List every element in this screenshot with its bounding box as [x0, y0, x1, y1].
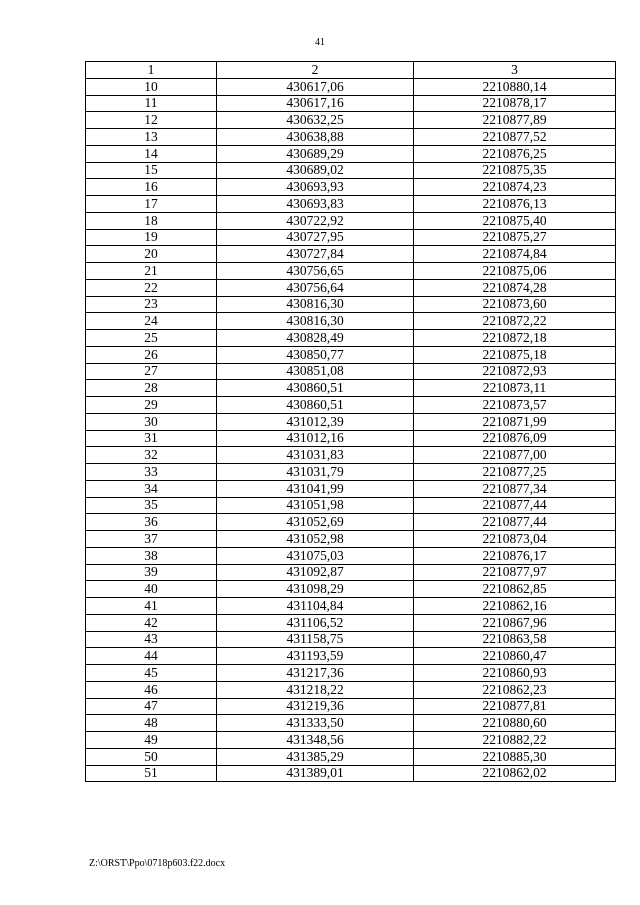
x-coordinate-cell: 431031,79 — [217, 464, 414, 481]
point-number-cell: 15 — [86, 162, 217, 179]
table-row — [86, 648, 616, 665]
y-coordinate-cell: 2210875,40 — [414, 212, 616, 229]
x-coordinate-cell: 431333,50 — [217, 715, 414, 732]
table-row — [86, 78, 616, 95]
table-row — [86, 748, 616, 765]
x-coordinate-cell: 431052,69 — [217, 514, 414, 531]
table-row — [86, 631, 616, 648]
point-number-cell: 37 — [86, 531, 217, 548]
y-coordinate-cell: 2210875,06 — [414, 263, 616, 280]
x-coordinate-cell: 431385,29 — [217, 748, 414, 765]
x-coordinate-cell: 431012,39 — [217, 413, 414, 430]
x-coordinate-cell: 430828,49 — [217, 330, 414, 347]
table-row — [86, 765, 616, 782]
point-number-cell: 46 — [86, 681, 217, 698]
point-number-cell: 13 — [86, 129, 217, 146]
point-number-cell: 29 — [86, 397, 217, 414]
x-coordinate-cell: 431031,83 — [217, 447, 414, 464]
table-header-row — [86, 62, 616, 79]
y-coordinate-cell: 2210871,99 — [414, 413, 616, 430]
x-coordinate-cell: 430689,02 — [217, 162, 414, 179]
point-number-cell: 39 — [86, 564, 217, 581]
table-row — [86, 514, 616, 531]
x-coordinate-cell: 430756,64 — [217, 279, 414, 296]
point-number-cell: 27 — [86, 363, 217, 380]
y-coordinate-cell: 2210877,52 — [414, 129, 616, 146]
y-coordinate-cell: 2210872,93 — [414, 363, 616, 380]
point-number-cell: 36 — [86, 514, 217, 531]
x-coordinate-cell: 431106,52 — [217, 614, 414, 631]
point-number-cell: 20 — [86, 246, 217, 263]
y-coordinate-cell: 2210872,22 — [414, 313, 616, 330]
point-number-cell: 22 — [86, 279, 217, 296]
point-number-cell: 12 — [86, 112, 217, 129]
point-number-cell: 17 — [86, 196, 217, 213]
point-number-cell: 23 — [86, 296, 217, 313]
y-coordinate-cell: 2210880,60 — [414, 715, 616, 732]
y-coordinate-cell: 2210874,28 — [414, 279, 616, 296]
point-number-cell: 31 — [86, 430, 217, 447]
y-coordinate-cell: 2210878,17 — [414, 95, 616, 112]
table-row — [86, 715, 616, 732]
x-coordinate-cell: 431218,22 — [217, 681, 414, 698]
table-row — [86, 665, 616, 682]
x-coordinate-cell: 431052,98 — [217, 531, 414, 548]
point-number-cell: 10 — [86, 78, 217, 95]
table-row — [86, 497, 616, 514]
y-coordinate-cell: 2210875,27 — [414, 229, 616, 246]
point-number-cell: 26 — [86, 346, 217, 363]
x-coordinate-cell: 431041,99 — [217, 480, 414, 497]
y-coordinate-cell: 2210876,09 — [414, 430, 616, 447]
x-coordinate-cell: 430693,83 — [217, 196, 414, 213]
x-coordinate-cell: 430860,51 — [217, 397, 414, 414]
point-number-cell: 50 — [86, 748, 217, 765]
table-row — [86, 681, 616, 698]
x-coordinate-cell: 430816,30 — [217, 296, 414, 313]
x-coordinate-cell: 431098,29 — [217, 581, 414, 598]
x-coordinate-cell: 430693,93 — [217, 179, 414, 196]
y-coordinate-cell: 2210882,22 — [414, 732, 616, 749]
header-cell-y-coordinate: 3 — [414, 62, 616, 79]
point-number-cell: 45 — [86, 665, 217, 682]
point-number-cell: 21 — [86, 263, 217, 280]
y-coordinate-cell: 2210863,58 — [414, 631, 616, 648]
table-row — [86, 430, 616, 447]
y-coordinate-cell: 2210877,81 — [414, 698, 616, 715]
x-coordinate-cell: 430632,25 — [217, 112, 414, 129]
point-number-cell: 11 — [86, 95, 217, 112]
table-row — [86, 313, 616, 330]
y-coordinate-cell: 2210875,18 — [414, 346, 616, 363]
point-number-cell: 33 — [86, 464, 217, 481]
y-coordinate-cell: 2210876,13 — [414, 196, 616, 213]
y-coordinate-cell: 2210877,44 — [414, 514, 616, 531]
y-coordinate-cell: 2210862,23 — [414, 681, 616, 698]
x-coordinate-cell: 430617,16 — [217, 95, 414, 112]
y-coordinate-cell: 2210876,25 — [414, 145, 616, 162]
table-row — [86, 196, 616, 213]
table-row — [86, 179, 616, 196]
table-row — [86, 614, 616, 631]
y-coordinate-cell: 2210877,97 — [414, 564, 616, 581]
y-coordinate-cell: 2210860,47 — [414, 648, 616, 665]
table-row — [86, 598, 616, 615]
y-coordinate-cell: 2210877,25 — [414, 464, 616, 481]
point-number-cell: 32 — [86, 447, 217, 464]
x-coordinate-cell: 431158,75 — [217, 631, 414, 648]
y-coordinate-cell: 2210875,35 — [414, 162, 616, 179]
point-number-cell: 24 — [86, 313, 217, 330]
table-row — [86, 698, 616, 715]
point-number-cell: 43 — [86, 631, 217, 648]
x-coordinate-cell: 431012,16 — [217, 430, 414, 447]
table-row — [86, 531, 616, 548]
y-coordinate-cell: 2210873,04 — [414, 531, 616, 548]
header-cell-point-number: 1 — [86, 62, 217, 79]
header-cell-x-coordinate: 2 — [217, 62, 414, 79]
y-coordinate-cell: 2210877,34 — [414, 480, 616, 497]
table-row — [86, 480, 616, 497]
point-number-cell: 48 — [86, 715, 217, 732]
y-coordinate-cell: 2210862,02 — [414, 765, 616, 782]
x-coordinate-cell: 431217,36 — [217, 665, 414, 682]
x-coordinate-cell: 431348,56 — [217, 732, 414, 749]
y-coordinate-cell: 2210880,14 — [414, 78, 616, 95]
y-coordinate-cell: 2210885,30 — [414, 748, 616, 765]
point-number-cell: 42 — [86, 614, 217, 631]
table-row — [86, 145, 616, 162]
point-number-cell: 25 — [86, 330, 217, 347]
y-coordinate-cell: 2210877,00 — [414, 447, 616, 464]
table-row — [86, 413, 616, 430]
y-coordinate-cell: 2210874,23 — [414, 179, 616, 196]
x-coordinate-cell: 430850,77 — [217, 346, 414, 363]
point-number-cell: 51 — [86, 765, 217, 782]
x-coordinate-cell: 430727,95 — [217, 229, 414, 246]
y-coordinate-cell: 2210862,16 — [414, 598, 616, 615]
point-number-cell: 19 — [86, 229, 217, 246]
y-coordinate-cell: 2210862,85 — [414, 581, 616, 598]
table-row — [86, 162, 616, 179]
y-coordinate-cell: 2210872,18 — [414, 330, 616, 347]
coordinates-table — [85, 61, 616, 782]
point-number-cell: 16 — [86, 179, 217, 196]
table-row — [86, 279, 616, 296]
y-coordinate-cell: 2210873,57 — [414, 397, 616, 414]
y-coordinate-cell: 2210867,96 — [414, 614, 616, 631]
table-row — [86, 229, 616, 246]
table-row — [86, 397, 616, 414]
x-coordinate-cell: 430689,29 — [217, 145, 414, 162]
x-coordinate-cell: 431389,01 — [217, 765, 414, 782]
x-coordinate-cell: 430860,51 — [217, 380, 414, 397]
x-coordinate-cell: 430851,08 — [217, 363, 414, 380]
table-row — [86, 547, 616, 564]
y-coordinate-cell: 2210877,89 — [414, 112, 616, 129]
x-coordinate-cell: 431051,98 — [217, 497, 414, 514]
point-number-cell: 28 — [86, 380, 217, 397]
y-coordinate-cell: 2210873,60 — [414, 296, 616, 313]
table-row — [86, 112, 616, 129]
point-number-cell: 41 — [86, 598, 217, 615]
y-coordinate-cell: 2210876,17 — [414, 547, 616, 564]
point-number-cell: 44 — [86, 648, 217, 665]
table-row — [86, 346, 616, 363]
table-row — [86, 564, 616, 581]
table-row — [86, 330, 616, 347]
table-row — [86, 581, 616, 598]
point-number-cell: 40 — [86, 581, 217, 598]
table-row — [86, 263, 616, 280]
point-number-cell: 38 — [86, 547, 217, 564]
y-coordinate-cell: 2210877,44 — [414, 497, 616, 514]
x-coordinate-cell: 431075,03 — [217, 547, 414, 564]
x-coordinate-cell: 431104,84 — [217, 598, 414, 615]
x-coordinate-cell: 430638,88 — [217, 129, 414, 146]
point-number-cell: 49 — [86, 732, 217, 749]
table-row — [86, 464, 616, 481]
point-number-cell: 47 — [86, 698, 217, 715]
table-row — [86, 732, 616, 749]
point-number-cell: 30 — [86, 413, 217, 430]
table-row — [86, 380, 616, 397]
x-coordinate-cell: 430722,92 — [217, 212, 414, 229]
table-row — [86, 95, 616, 112]
y-coordinate-cell: 2210873,11 — [414, 380, 616, 397]
x-coordinate-cell: 430727,84 — [217, 246, 414, 263]
x-coordinate-cell: 431092,87 — [217, 564, 414, 581]
x-coordinate-cell: 430816,30 — [217, 313, 414, 330]
table-body — [86, 78, 616, 782]
footer-file-path: Z:\ORST\Ppo\0718p603.f22.docx — [89, 858, 226, 869]
table-row — [86, 447, 616, 464]
x-coordinate-cell: 431219,36 — [217, 698, 414, 715]
y-coordinate-cell: 2210860,93 — [414, 665, 616, 682]
point-number-cell: 14 — [86, 145, 217, 162]
table-row — [86, 212, 616, 229]
table-row — [86, 363, 616, 380]
x-coordinate-cell: 430756,65 — [217, 263, 414, 280]
page-number: 41 — [315, 37, 325, 48]
point-number-cell: 18 — [86, 212, 217, 229]
y-coordinate-cell: 2210874,84 — [414, 246, 616, 263]
x-coordinate-cell: 430617,06 — [217, 78, 414, 95]
point-number-cell: 34 — [86, 480, 217, 497]
table-row — [86, 129, 616, 146]
point-number-cell: 35 — [86, 497, 217, 514]
table-row — [86, 246, 616, 263]
table-row — [86, 296, 616, 313]
x-coordinate-cell: 431193,59 — [217, 648, 414, 665]
